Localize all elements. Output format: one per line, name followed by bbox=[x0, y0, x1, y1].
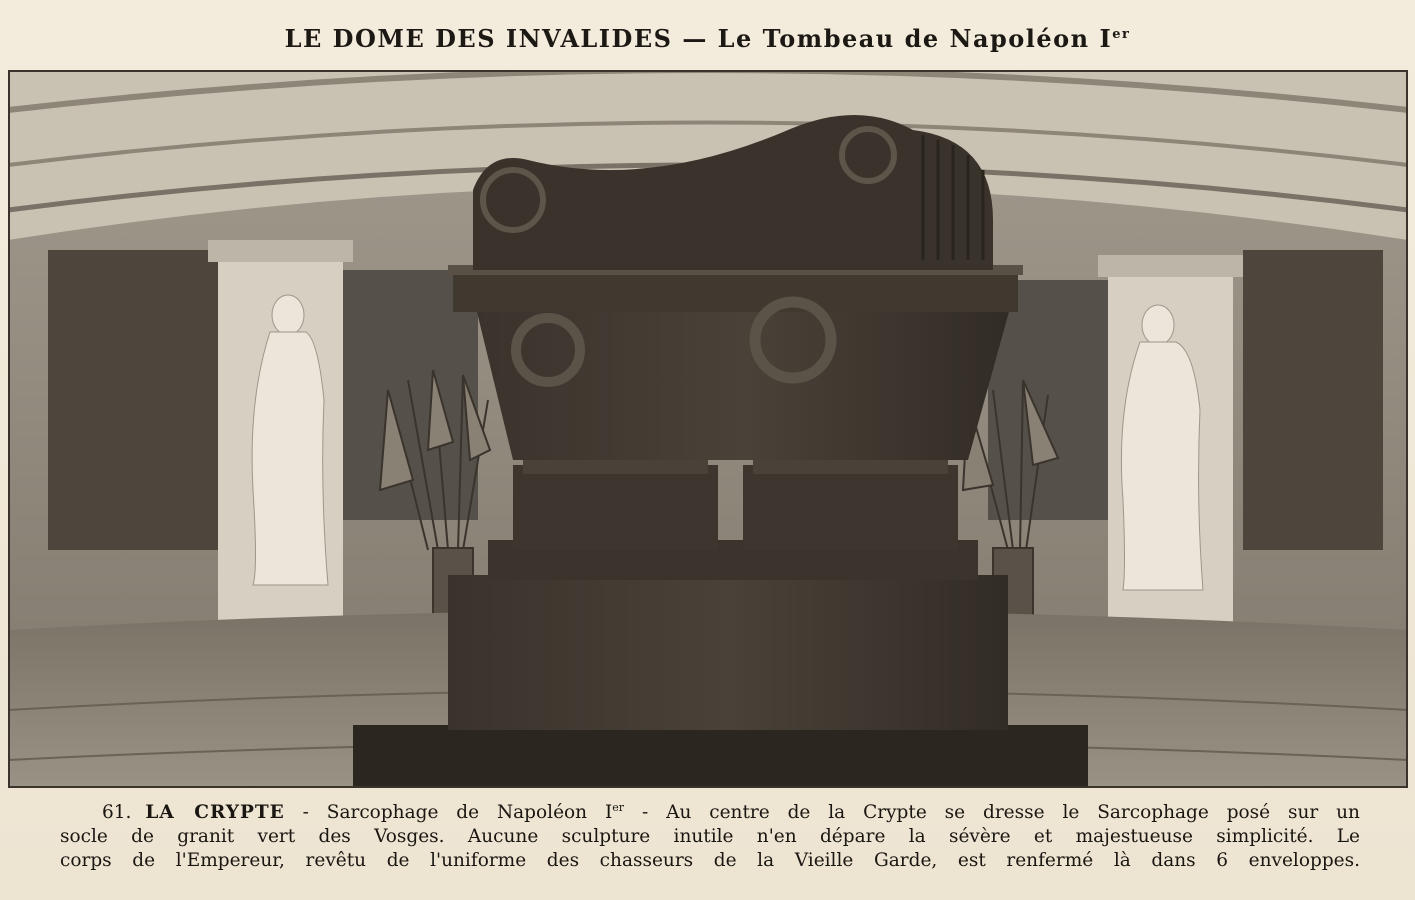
granite-socle bbox=[448, 575, 1008, 730]
granite-base-step bbox=[353, 725, 1088, 788]
caption-line-3: corps de l'Empereur, revêtu de l'uniforme des chasseurs de la Vieille Garde, est renfermé là dans 6 enveloppes. bbox=[60, 850, 1360, 872]
caption-line1-a: - Sarcophage de Napoléon I bbox=[302, 802, 613, 824]
title-text: LE DOME DES INVALIDES — Le Tombeau de Napoléon I bbox=[284, 24, 1113, 53]
caption-line-2: socle de granit vert des Vosges. Aucune sculpture inutile n'en dépare la sévère et majestueuse simplicité. Le bbox=[60, 826, 1360, 848]
tomb-photograph bbox=[8, 70, 1408, 788]
caption-line-1 bbox=[60, 796, 1360, 825]
caption-superscript: er bbox=[612, 801, 625, 814]
title-superscript: er bbox=[1112, 27, 1131, 42]
card-number: 61. bbox=[102, 802, 132, 824]
caption-line1-b: - Au centre de la Crypte se dresse le Sarcophage posé sur un bbox=[641, 802, 1360, 824]
sarcophagus-illustration bbox=[8, 70, 1408, 788]
caption-heading: LA CRYPTE bbox=[145, 802, 285, 824]
sarcophagus-foot-right bbox=[743, 465, 958, 550]
postcard-caption bbox=[60, 796, 1360, 873]
postcard-title bbox=[0, 24, 1415, 53]
sarcophagus-foot-left bbox=[513, 465, 718, 550]
